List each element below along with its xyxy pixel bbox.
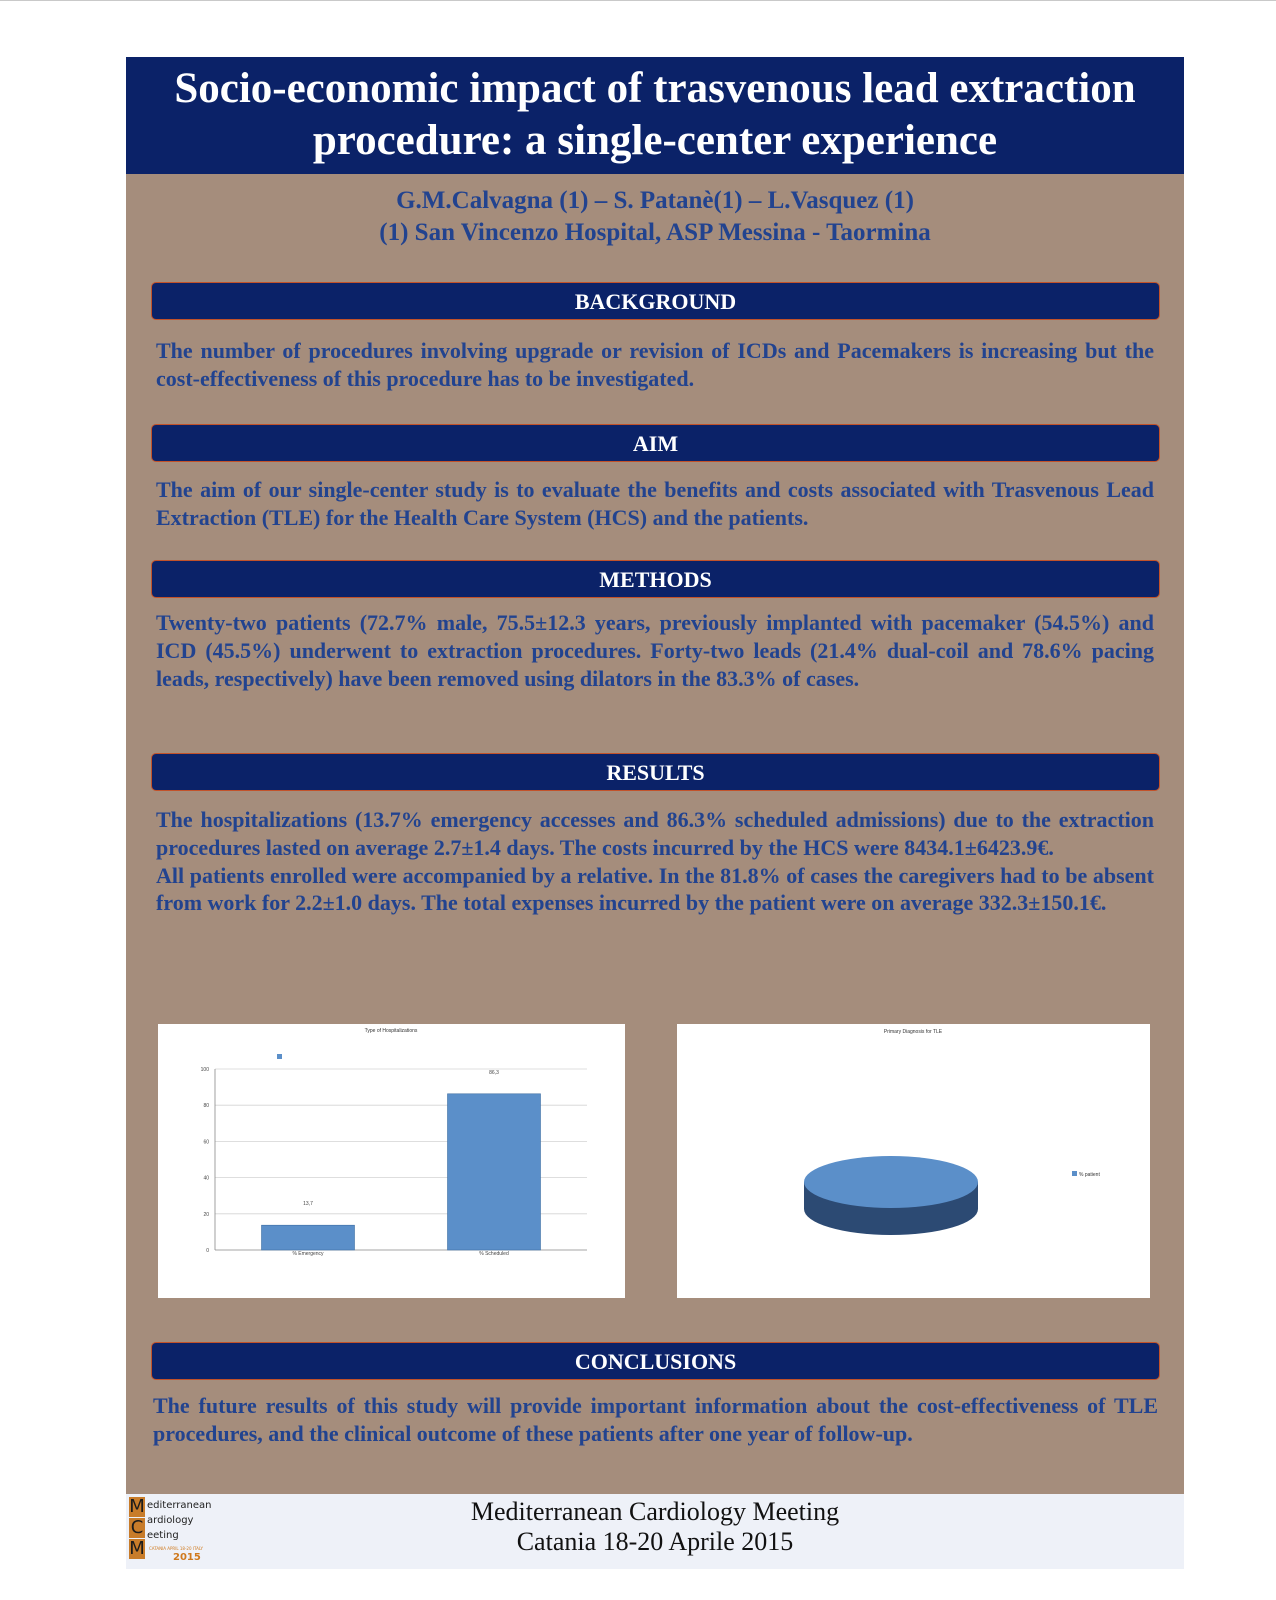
y-tick-label: 80 (203, 1103, 209, 1110)
meeting-logo (129, 1497, 219, 1567)
aim-heading: AIM (151, 424, 1160, 462)
bar-chart-svg (158, 1024, 625, 1298)
y-tick-label: 100 (200, 1067, 209, 1073)
background-heading: BACKGROUND (151, 282, 1160, 320)
authors-block (126, 185, 1184, 249)
logo-word-3: eeting (147, 1530, 179, 1541)
methods-heading: METHODS (151, 560, 1160, 598)
results-paragraph-1: The hospitalizations (13.7% emergency accesses and 86.3% scheduled admissions) due to the extraction procedures lasted on average 2.7±1.4 days. The costs incurred by the HCS were 8434.1±6423.9€. (156, 807, 1154, 860)
y-tick-label: 40 (203, 1175, 209, 1182)
conclusions-text: The future results of this study will provide important information about the cost-effectiveness of TLE procedures, and the clinical outcome of these patients after one year of follow-up. (153, 1393, 1158, 1446)
methods-text: Twenty-two patients (72.7% male, 75.5±12.3 years, previously implanted with pacemaker (54.5%) and ICD (45.5%) underwent to extraction procedures. Forty-two leads (21.4% dual-coil and 78.6% pacing leads, respectively) have been removed using dilators in the 83.3% of cases. (156, 610, 1154, 691)
y-tick-label: 60 (203, 1139, 209, 1146)
logo-letter-m1: M (129, 1496, 145, 1517)
pie-legend-label: % patient (1079, 1172, 1100, 1178)
logo-letter-m2: M (129, 1538, 145, 1559)
x-tick-label: % Scheduled (479, 1251, 509, 1257)
pie-legend-marker (1072, 1171, 1077, 1176)
bar (262, 1225, 355, 1250)
bar (448, 1094, 541, 1250)
poster-title-line-2: procedure: a single-center experience (312, 117, 998, 164)
hospitalization-chart (158, 1024, 625, 1298)
logo-letter-c: C (130, 1517, 144, 1538)
results-text (156, 806, 1154, 917)
title-banner (126, 57, 1184, 174)
diagnosis-chart (677, 1024, 1150, 1298)
pie-chart-svg (677, 1024, 1150, 1298)
footer-meeting-name: Mediterranean Cardiology Meeting (470, 1497, 840, 1526)
aim-text: The aim of our single-center study is to evaluate the benefits and costs associated with Trasvenous Lead Extraction (TLE) for the Health Care System (HCS) and the patients. (156, 477, 1154, 530)
top-border (0, 0, 1276, 1)
background-text: The number of procedures involving upgrade or revision of ICDs and Pacemakers is increasing but the cost-effectiveness of this procedure has to be investigated. (156, 338, 1154, 391)
logo-word-1: editerranean (147, 1500, 212, 1511)
author-names: G.M.Calvagna (1) – S. Patanè(1) – L.Vasquez (1) (396, 187, 914, 214)
y-tick-label: 0 (206, 1248, 209, 1254)
conclusions-heading: CONCLUSIONS (151, 1342, 1160, 1380)
bar-data-label: 13,7 (303, 1201, 313, 1208)
poster-title-line-1: Socio-economic impact of trasvenous lead extraction (174, 65, 1136, 112)
footer-meeting-date: Catania 18-20 Aprile 2015 (516, 1527, 794, 1556)
author-affiliation: (1) San Vincenzo Hospital, ASP Messina - Taormina (379, 219, 931, 246)
pie-chart-title: Primary Diagnosis for TLE (883, 1029, 943, 1035)
bar-chart-title: Type of Hospitalizations (364, 1028, 418, 1034)
x-tick-label: % Emergency (292, 1251, 324, 1257)
logo-word-2: ardiology (147, 1515, 194, 1526)
pie-slice (804, 1156, 978, 1208)
results-paragraph-2: All patients enrolled were accompanied by a relative. In the 81.8% of cases the caregivers had to be absent from work for 2.2±1.0 days. The total expenses incurred by the patient were on average 332.3±150.1€. (156, 862, 1154, 916)
y-tick-label: 20 (203, 1211, 209, 1218)
results-heading: RESULTS (151, 753, 1160, 791)
bar-legend-marker (277, 1054, 282, 1059)
logo-year: 2015 (173, 1552, 201, 1563)
bar-data-label: 86,3 (489, 1069, 499, 1076)
logo-city: CATANIA APRIL 18-20 ITALY (149, 1546, 203, 1551)
footer-text (126, 1497, 1184, 1557)
